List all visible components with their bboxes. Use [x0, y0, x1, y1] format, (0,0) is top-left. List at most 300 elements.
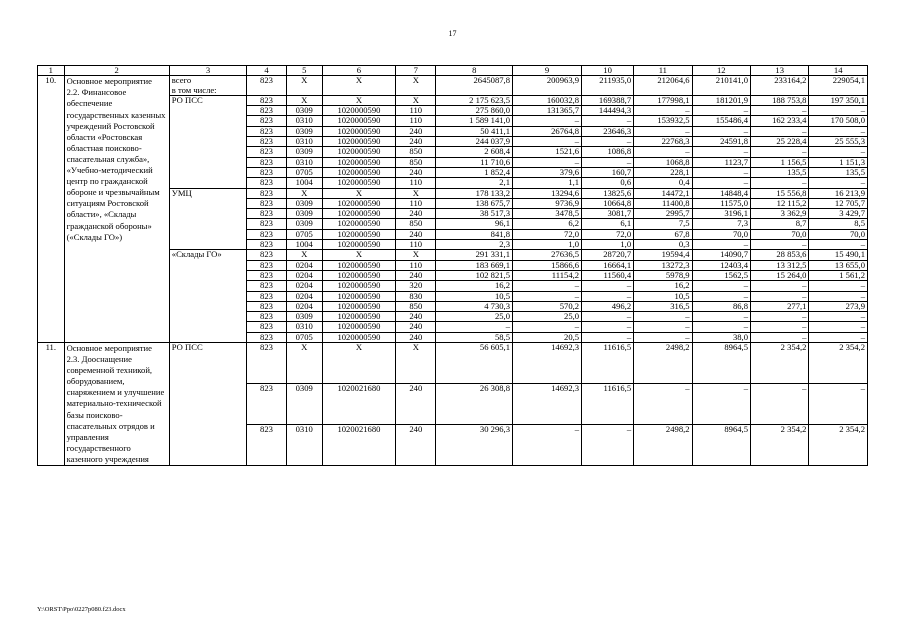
table-cell: 1020021680: [322, 384, 395, 425]
group-label: «Склады ГО»: [169, 250, 247, 343]
table-cell: 27636,5: [513, 250, 582, 260]
table-cell: 160032,8: [513, 95, 582, 105]
table-cell: Х: [322, 188, 395, 198]
table-cell: 155486,4: [692, 116, 750, 126]
table-cell: 316,5: [634, 301, 692, 311]
column-number: 12: [692, 66, 750, 76]
table-cell: 273,9: [809, 301, 868, 311]
table-cell: 26764,8: [513, 126, 582, 136]
table-cell: 823: [247, 95, 286, 105]
table-cell: 850: [396, 147, 436, 157]
table-cell: 823: [247, 270, 286, 280]
table-cell: –: [692, 312, 750, 322]
column-number: 7: [396, 66, 436, 76]
table-cell: –: [513, 137, 582, 147]
table-cell: 1020000590: [322, 301, 395, 311]
table-cell: –: [513, 291, 582, 301]
column-number: 6: [322, 66, 395, 76]
table-cell: 6,1: [582, 219, 634, 229]
table-cell: 28 853,6: [751, 250, 809, 260]
budget-table: [37, 65, 868, 466]
column-number: 10: [582, 66, 634, 76]
table-cell: 1020021680: [322, 425, 395, 466]
table-cell: 0204: [286, 270, 322, 280]
table-cell: 1020000590: [322, 157, 395, 167]
table-cell: 0705: [286, 332, 322, 342]
table-cell: 138 675,7: [436, 198, 513, 208]
table-cell: 496,2: [582, 301, 634, 311]
table-cell: 210141,0: [692, 76, 750, 96]
table-cell: 13 655,0: [809, 260, 868, 270]
table-cell: 229054,1: [809, 76, 868, 96]
table-cell: –: [436, 322, 513, 332]
table-cell: 823: [247, 312, 286, 322]
table-cell: 135,5: [751, 167, 809, 177]
table-cell: 160,7: [582, 167, 634, 177]
table-cell: 1020000590: [322, 322, 395, 332]
table-cell: 0204: [286, 281, 322, 291]
table-cell: Х: [286, 188, 322, 198]
table-cell: –: [634, 126, 692, 136]
table-cell: 3478,5: [513, 209, 582, 219]
table-cell: 7,3: [692, 219, 750, 229]
table-cell: 14692,3: [513, 384, 582, 425]
table-cell: 320: [396, 281, 436, 291]
table-cell: –: [692, 126, 750, 136]
table-cell: 11154,2: [513, 270, 582, 280]
table-cell: 1123,7: [692, 157, 750, 167]
table-cell: 10664,8: [582, 198, 634, 208]
table-cell: 823: [247, 167, 286, 177]
table-cell: –: [692, 384, 750, 425]
table-cell: 13825,6: [582, 188, 634, 198]
table-cell: 1020000590: [322, 209, 395, 219]
table-cell: 823: [247, 301, 286, 311]
table-cell: 110: [396, 260, 436, 270]
table-cell: 0309: [286, 106, 322, 116]
table-cell: 9736,9: [513, 198, 582, 208]
table-row: [38, 76, 868, 96]
table-cell: –: [582, 137, 634, 147]
table-cell: 1020000590: [322, 116, 395, 126]
table-cell: –: [513, 157, 582, 167]
table-cell: 1020000590: [322, 219, 395, 229]
table-cell: –: [513, 116, 582, 126]
table-cell: 1020000590: [322, 281, 395, 291]
table-cell: 153932,5: [634, 116, 692, 126]
column-number: 4: [247, 66, 286, 76]
table-cell: 0309: [286, 312, 322, 322]
table-cell: 823: [247, 240, 286, 250]
table-cell: 28720,7: [582, 250, 634, 260]
table-cell: –: [513, 322, 582, 332]
table-cell: –: [582, 312, 634, 322]
column-number: 8: [436, 66, 513, 76]
table-cell: 96,1: [436, 219, 513, 229]
table-cell: –: [809, 332, 868, 342]
table-cell: –: [692, 167, 750, 177]
table-cell: 12403,4: [692, 260, 750, 270]
table-cell: 0309: [286, 147, 322, 157]
table-cell: –: [692, 322, 750, 332]
table-cell: 16 213,9: [809, 188, 868, 198]
table-cell: –: [634, 332, 692, 342]
table-cell: 2645087,8: [436, 76, 513, 96]
table-cell: 850: [396, 157, 436, 167]
table-cell: 15866,6: [513, 260, 582, 270]
table-cell: 102 821,5: [436, 270, 513, 280]
table-cell: 24591,8: [692, 137, 750, 147]
table-cell: 0,4: [634, 178, 692, 188]
table-cell: 823: [247, 198, 286, 208]
table-cell: 0204: [286, 301, 322, 311]
table-cell: 2498,2: [634, 343, 692, 384]
table-cell: 0310: [286, 157, 322, 167]
table-cell: 240: [396, 384, 436, 425]
table-cell: 11616,5: [582, 343, 634, 384]
table-cell: –: [634, 106, 692, 116]
table-cell: 70,0: [809, 229, 868, 239]
table-row: [38, 343, 868, 384]
table-cell: 277,1: [751, 301, 809, 311]
table-cell: 15 556,8: [751, 188, 809, 198]
column-number: 11: [634, 66, 692, 76]
table-cell: 1020000590: [322, 106, 395, 116]
table-cell: 110: [396, 198, 436, 208]
table-cell: 823: [247, 157, 286, 167]
table-cell: 1020000590: [322, 167, 395, 177]
table-cell: 2498,2: [634, 425, 692, 466]
column-number: 1: [38, 66, 65, 76]
table-cell: 2 354,2: [751, 425, 809, 466]
table-cell: 0705: [286, 167, 322, 177]
table-cell: 2 175 623,5: [436, 95, 513, 105]
table-cell: 144494,3: [582, 106, 634, 116]
table-cell: 135,5: [809, 167, 868, 177]
table-cell: 841,8: [436, 229, 513, 239]
table-cell: 291 331,1: [436, 250, 513, 260]
table-cell: –: [809, 178, 868, 188]
table-cell: 26 308,8: [436, 384, 513, 425]
table-cell: –: [751, 384, 809, 425]
table-cell: 0309: [286, 198, 322, 208]
group-label: РО ПСС: [169, 343, 247, 466]
table-cell: 11560,4: [582, 270, 634, 280]
table-cell: 16664,1: [582, 260, 634, 270]
table-cell: 823: [247, 291, 286, 301]
table-cell: –: [751, 106, 809, 116]
table-cell: 110: [396, 106, 436, 116]
table-cell: 823: [247, 137, 286, 147]
table-cell: 1020000590: [322, 178, 395, 188]
table-cell: Х: [396, 250, 436, 260]
table-cell: 0204: [286, 291, 322, 301]
table-cell: 1562,5: [692, 270, 750, 280]
table-cell: 0310: [286, 116, 322, 126]
table-cell: 1004: [286, 240, 322, 250]
table-cell: –: [692, 281, 750, 291]
table-cell: 823: [247, 209, 286, 219]
table-cell: 20,5: [513, 332, 582, 342]
group-label: УМЦ: [169, 188, 247, 250]
table-cell: 823: [247, 425, 286, 466]
table-cell: 72,0: [582, 229, 634, 239]
row-number: 10.: [38, 76, 65, 343]
table-cell: 177998,1: [634, 95, 692, 105]
table-cell: 10,5: [634, 291, 692, 301]
table-cell: –: [582, 425, 634, 466]
table-cell: –: [751, 281, 809, 291]
table-cell: 823: [247, 106, 286, 116]
table-cell: 14472,1: [634, 188, 692, 198]
table-cell: 1,0: [582, 240, 634, 250]
table-cell: 15 490,1: [809, 250, 868, 260]
table-cell: 240: [396, 425, 436, 466]
table-cell: –: [692, 240, 750, 250]
table-cell: –: [809, 147, 868, 157]
table-cell: 228,1: [634, 167, 692, 177]
table-cell: 0,3: [634, 240, 692, 250]
table-cell: 211935,0: [582, 76, 634, 96]
table-cell: Х: [286, 95, 322, 105]
table-cell: 240: [396, 270, 436, 280]
table-cell: Х: [286, 343, 322, 384]
table-cell: 16,2: [634, 281, 692, 291]
table-cell: 823: [247, 76, 286, 96]
table-cell: 11616,5: [582, 384, 634, 425]
table-cell: 58,5: [436, 332, 513, 342]
table-cell: –: [582, 291, 634, 301]
table-cell: –: [809, 106, 868, 116]
table-cell: –: [809, 240, 868, 250]
table-cell: 379,6: [513, 167, 582, 177]
table-cell: 70,0: [751, 229, 809, 239]
table-cell: 850: [396, 219, 436, 229]
table-body: [38, 66, 868, 466]
table-cell: 0310: [286, 137, 322, 147]
table-cell: 8964,5: [692, 425, 750, 466]
table-cell: –: [809, 281, 868, 291]
table-cell: 1020000590: [322, 332, 395, 342]
table-cell: 14090,7: [692, 250, 750, 260]
table-cell: –: [809, 322, 868, 332]
table-cell: 170 508,0: [809, 116, 868, 126]
group-label: РО ПСС: [169, 95, 247, 188]
table-cell: –: [582, 281, 634, 291]
table-cell: 8,7: [751, 219, 809, 229]
row-description: Основное мероприятие 2.3. Дооснащение современной техникой, оборудованием, снаряжением и улучшение материально-технической базы поисково-спасательных отрядов и управления государственного казенного учреждения: [64, 343, 169, 466]
table-cell: 188 753,8: [751, 95, 809, 105]
table-cell: 823: [247, 147, 286, 157]
table-cell: 169388,7: [582, 95, 634, 105]
table-cell: 1 852,4: [436, 167, 513, 177]
table-cell: –: [692, 291, 750, 301]
column-number: 13: [751, 66, 809, 76]
table-cell: 56 605,1: [436, 343, 513, 384]
table-cell: 0204: [286, 260, 322, 270]
including-label-line: в том числе:: [171, 84, 217, 95]
table-cell: 1020000590: [322, 240, 395, 250]
table-cell: 212064,6: [634, 76, 692, 96]
table-cell: –: [582, 157, 634, 167]
table-cell: Х: [322, 343, 395, 384]
table-cell: 183 669,1: [436, 260, 513, 270]
table-cell: –: [692, 106, 750, 116]
table-cell: –: [513, 281, 582, 291]
table-cell: 13272,3: [634, 260, 692, 270]
table-cell: –: [751, 312, 809, 322]
table-cell: 10,5: [436, 291, 513, 301]
table-cell: –: [582, 332, 634, 342]
table-cell: –: [751, 240, 809, 250]
column-number: 5: [286, 66, 322, 76]
table-cell: 1020000590: [322, 147, 395, 157]
table-cell: 38 517,3: [436, 209, 513, 219]
table-cell: 1 561,2: [809, 270, 868, 280]
table-cell: 823: [247, 281, 286, 291]
table-cell: 1068,8: [634, 157, 692, 167]
table-cell: 67,8: [634, 229, 692, 239]
table-cell: 11 710,6: [436, 157, 513, 167]
table-cell: 0,6: [582, 178, 634, 188]
table-cell: 0309: [286, 219, 322, 229]
table-cell: Х: [286, 250, 322, 260]
table-cell: Х: [396, 343, 436, 384]
table-cell: 1,1: [513, 178, 582, 188]
table-cell: 22768,3: [634, 137, 692, 147]
table-cell: 850: [396, 301, 436, 311]
table-cell: 86,8: [692, 301, 750, 311]
table-cell: 30 296,3: [436, 425, 513, 466]
table-cell: 1020000590: [322, 270, 395, 280]
table-cell: –: [751, 291, 809, 301]
table-cell: 1020000590: [322, 229, 395, 239]
table-cell: 8,5: [809, 219, 868, 229]
table-cell: 1020000590: [322, 312, 395, 322]
table-cell: 240: [396, 126, 436, 136]
table-cell: 11575,0: [692, 198, 750, 208]
table-cell: 50 411,1: [436, 126, 513, 136]
table-cell: Х: [396, 95, 436, 105]
table-cell: 1 156,5: [751, 157, 809, 167]
table-cell: 19594,4: [634, 250, 692, 260]
table-cell: 12 115,2: [751, 198, 809, 208]
table-cell: 1004: [286, 178, 322, 188]
table-cell: 197 350,1: [809, 95, 868, 105]
table-cell: 14848,4: [692, 188, 750, 198]
header-row: [38, 66, 868, 76]
table-cell: 38,0: [692, 332, 750, 342]
table-cell: 823: [247, 116, 286, 126]
table-cell: 25 555,3: [809, 137, 868, 147]
table-cell: 830: [396, 291, 436, 301]
table-cell: 823: [247, 322, 286, 332]
table-cell: 200963,9: [513, 76, 582, 96]
table-cell: 0705: [286, 229, 322, 239]
table-cell: 12 705,7: [809, 198, 868, 208]
table-cell: 3081,7: [582, 209, 634, 219]
table-cell: –: [809, 291, 868, 301]
table-cell: –: [634, 322, 692, 332]
table-cell: 110: [396, 240, 436, 250]
table-cell: 8964,5: [692, 343, 750, 384]
table-cell: 178 133,2: [436, 188, 513, 198]
table-cell: 131365,7: [513, 106, 582, 116]
table-cell: 823: [247, 384, 286, 425]
table-cell: 14692,3: [513, 343, 582, 384]
table-cell: –: [634, 312, 692, 322]
table-cell: 1 589 141,0: [436, 116, 513, 126]
table-cell: 25,0: [513, 312, 582, 322]
table-cell: 570,2: [513, 301, 582, 311]
table-cell: 110: [396, 178, 436, 188]
table-cell: 25 228,4: [751, 137, 809, 147]
table-cell: 1020000590: [322, 126, 395, 136]
table-cell: 2 354,2: [751, 343, 809, 384]
table-cell: 2 354,2: [809, 425, 868, 466]
table-cell: 11400,8: [634, 198, 692, 208]
table-cell: Х: [286, 76, 322, 96]
table-cell: Х: [396, 76, 436, 96]
table-cell: 162 233,4: [751, 116, 809, 126]
table-cell: 2,3: [436, 240, 513, 250]
table-cell: 1086,8: [582, 147, 634, 157]
table-cell: 275 860,0: [436, 106, 513, 116]
table-cell: 1020000590: [322, 137, 395, 147]
table-cell: –: [634, 147, 692, 157]
row-description: Основное мероприятие 2.2. Финансовое обеспечение государственных казенных учреждений Ростовской области «Ростовская областная поисково-спасательная служба», «Учебно-методический центр по гражданской обороне и чрезвычайным ситуациям Ростовской области», «Склады гражданской обороны» («Склады ГО»): [64, 76, 169, 343]
total-label: [169, 76, 247, 96]
table-cell: 25,0: [436, 312, 513, 322]
table-cell: 6,2: [513, 219, 582, 229]
table-cell: 13 312,5: [751, 260, 809, 270]
table-cell: 1,0: [513, 240, 582, 250]
table-cell: 4 730,3: [436, 301, 513, 311]
table-cell: 70,0: [692, 229, 750, 239]
table-cell: 0309: [286, 126, 322, 136]
table-cell: 240: [396, 332, 436, 342]
table-cell: 2995,7: [634, 209, 692, 219]
column-number: 14: [809, 66, 868, 76]
table-cell: 1020000590: [322, 291, 395, 301]
table-cell: –: [751, 178, 809, 188]
table-cell: 15 264,0: [751, 270, 809, 280]
total-label-line: всего: [171, 75, 192, 86]
column-number: 9: [513, 66, 582, 76]
table-cell: 0310: [286, 322, 322, 332]
table-cell: 0309: [286, 384, 322, 425]
column-number: 2: [64, 66, 169, 76]
row-number: 11.: [38, 343, 65, 466]
table-cell: 16,2: [436, 281, 513, 291]
table-cell: 3 362,9: [751, 209, 809, 219]
table-cell: Х: [322, 95, 395, 105]
table-cell: 13294,6: [513, 188, 582, 198]
table-cell: –: [692, 178, 750, 188]
table-cell: 0309: [286, 209, 322, 219]
table-cell: 2,1: [436, 178, 513, 188]
table-cell: 240: [396, 167, 436, 177]
table-cell: 233164,2: [751, 76, 809, 96]
table-cell: 823: [247, 178, 286, 188]
table-cell: 3 429,7: [809, 209, 868, 219]
table-cell: Х: [322, 76, 395, 96]
table-cell: Х: [396, 188, 436, 198]
table-cell: 181201,9: [692, 95, 750, 105]
table-cell: –: [809, 312, 868, 322]
table-cell: –: [634, 384, 692, 425]
table-cell: 823: [247, 126, 286, 136]
